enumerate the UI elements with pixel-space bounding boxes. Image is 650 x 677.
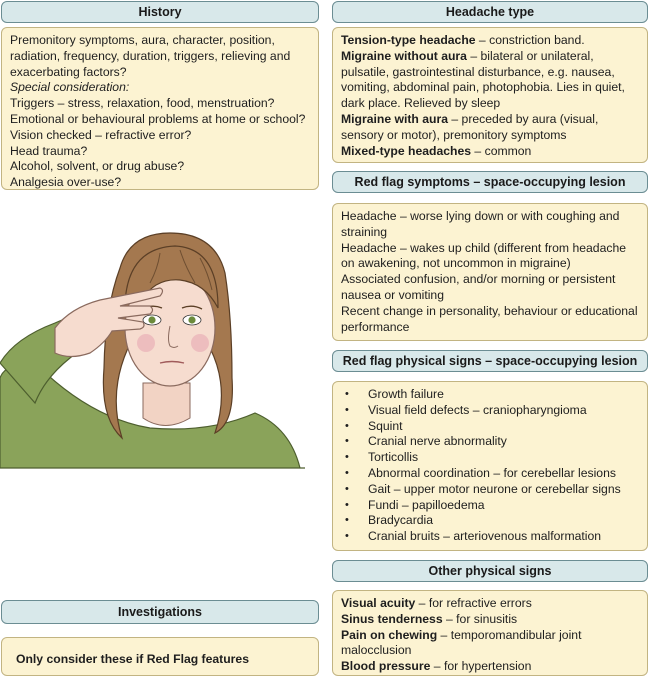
special-consideration-label: Special consideration: (10, 80, 130, 95)
investigations-box (1, 637, 319, 676)
special-item: Emotional or behavioural problems at home or school? (10, 111, 306, 126)
other-signs-header (332, 560, 648, 582)
history-header (1, 1, 319, 23)
sign-item: • Gait – upper motor neurone or cerebellar signs (341, 482, 639, 498)
bp-desc: – for hypertension (430, 659, 532, 674)
headache-type-header (332, 1, 648, 23)
bp-term: Blood pressure (341, 659, 431, 674)
history-line: radiation, frequency, duration, triggers, relieving and (10, 48, 291, 63)
sign-item: • Visual field defects – craniopharyngioma (341, 403, 639, 419)
pain-on-chewing-entry (341, 628, 639, 660)
migraine-with-aura-entry (341, 112, 639, 144)
migraine-without-aura-term: Migraine without aura (341, 48, 467, 63)
sign-item: • Cranial bruits – arteriovenous malformation (341, 529, 639, 545)
history-line: Premonitory symptoms, aura, character, position, (10, 33, 275, 47)
special-item: Head trauma? (10, 143, 88, 158)
investigations-title: Investigations (117, 605, 203, 619)
neck (143, 383, 190, 426)
symptom-item: Headache – worse lying down or with coughing and straining (341, 209, 620, 239)
visual-acuity-term: Visual acuity (341, 596, 416, 610)
headache-type-box (332, 27, 648, 163)
mixed-desc: – common (471, 143, 532, 158)
chewing-term: Pain on chewing (341, 627, 438, 642)
red-flag-symptoms-title: Red flag symptoms – space-occupying lesion (354, 175, 626, 189)
tension-desc: – constriction band. (475, 33, 585, 47)
other-signs-box (332, 590, 648, 676)
special-item: Vision checked – refractive error? (10, 127, 192, 142)
investigations-text: Only consider these if Red Flag features (16, 652, 249, 666)
red-flag-signs-header (332, 350, 648, 372)
sign-item: • Growth failure (341, 387, 639, 403)
chewing-desc: – temporomandibular joint malocclusion (341, 627, 582, 658)
special-item: Alcohol, solvent, or drug abuse? (10, 159, 185, 174)
migraine-with-aura-desc: – preceded by aura (visual, sensory or motor), premonitory symptoms (341, 111, 599, 142)
migraine-without-aura-entry (341, 49, 639, 112)
sign-item: • Bradycardia (341, 513, 639, 529)
tension-term: Tension-type headache (341, 33, 476, 47)
history-line: exacerbating factors? (10, 64, 127, 79)
red-flag-symptoms-box (332, 203, 648, 341)
headache-type-title: Headache type (445, 5, 535, 19)
visual-acuity-entry (341, 596, 639, 612)
symptom-item: Headache – wakes up child (different from headache on awakening, not uncommon in migraine) (341, 240, 627, 271)
sign-item: • Squint (341, 419, 639, 435)
red-flag-signs-title: Red flag physical signs – space-occupying lesion (342, 354, 638, 368)
sinus-tenderness-entry (341, 612, 639, 628)
sinus-desc: – for sinusitis (442, 611, 518, 626)
history-title: History (138, 5, 182, 19)
mixed-headache-entry (341, 144, 639, 160)
history-box (1, 27, 319, 190)
sign-item: • Fundi – papilloedema (341, 498, 639, 514)
symptom-item: Recent change in personality, behaviour or educational performance (341, 303, 638, 334)
other-signs-title: Other physical signs (428, 564, 552, 578)
tension-headache-entry (341, 33, 639, 49)
special-item: Analgesia over-use? (10, 175, 122, 190)
migraine-with-aura-term: Migraine with aura (341, 111, 448, 126)
investigations-header (1, 600, 319, 624)
sign-item: • Torticollis (341, 450, 639, 466)
red-flag-signs-list (341, 387, 639, 545)
migraine-without-aura-desc: – bilateral or unilateral, pulsatile, gastrointestinal disturbance, e.g. nausea, vomiting, abdominal pain, photophobia. Lies in quiet, dark place. Relieved by sleep (341, 48, 625, 111)
mixed-term: Mixed-type headaches (341, 143, 472, 158)
red-flag-symptoms-header (332, 171, 648, 193)
child-headache-illustration (0, 228, 320, 488)
blood-pressure-entry (341, 659, 639, 675)
sinus-term: Sinus tenderness (341, 611, 443, 626)
symptom-item: Associated confusion, and/or morning or persistent nausea or vomiting (341, 272, 616, 302)
special-item: Triggers – stress, relaxation, food, menstruation? (10, 96, 275, 111)
sign-item: • Cranial nerve abnormality (341, 434, 639, 450)
sign-item: • Abnormal coordination – for cerebellar lesions (341, 466, 639, 482)
red-flag-signs-box (332, 381, 648, 551)
visual-acuity-desc: – for refractive errors (415, 596, 532, 610)
